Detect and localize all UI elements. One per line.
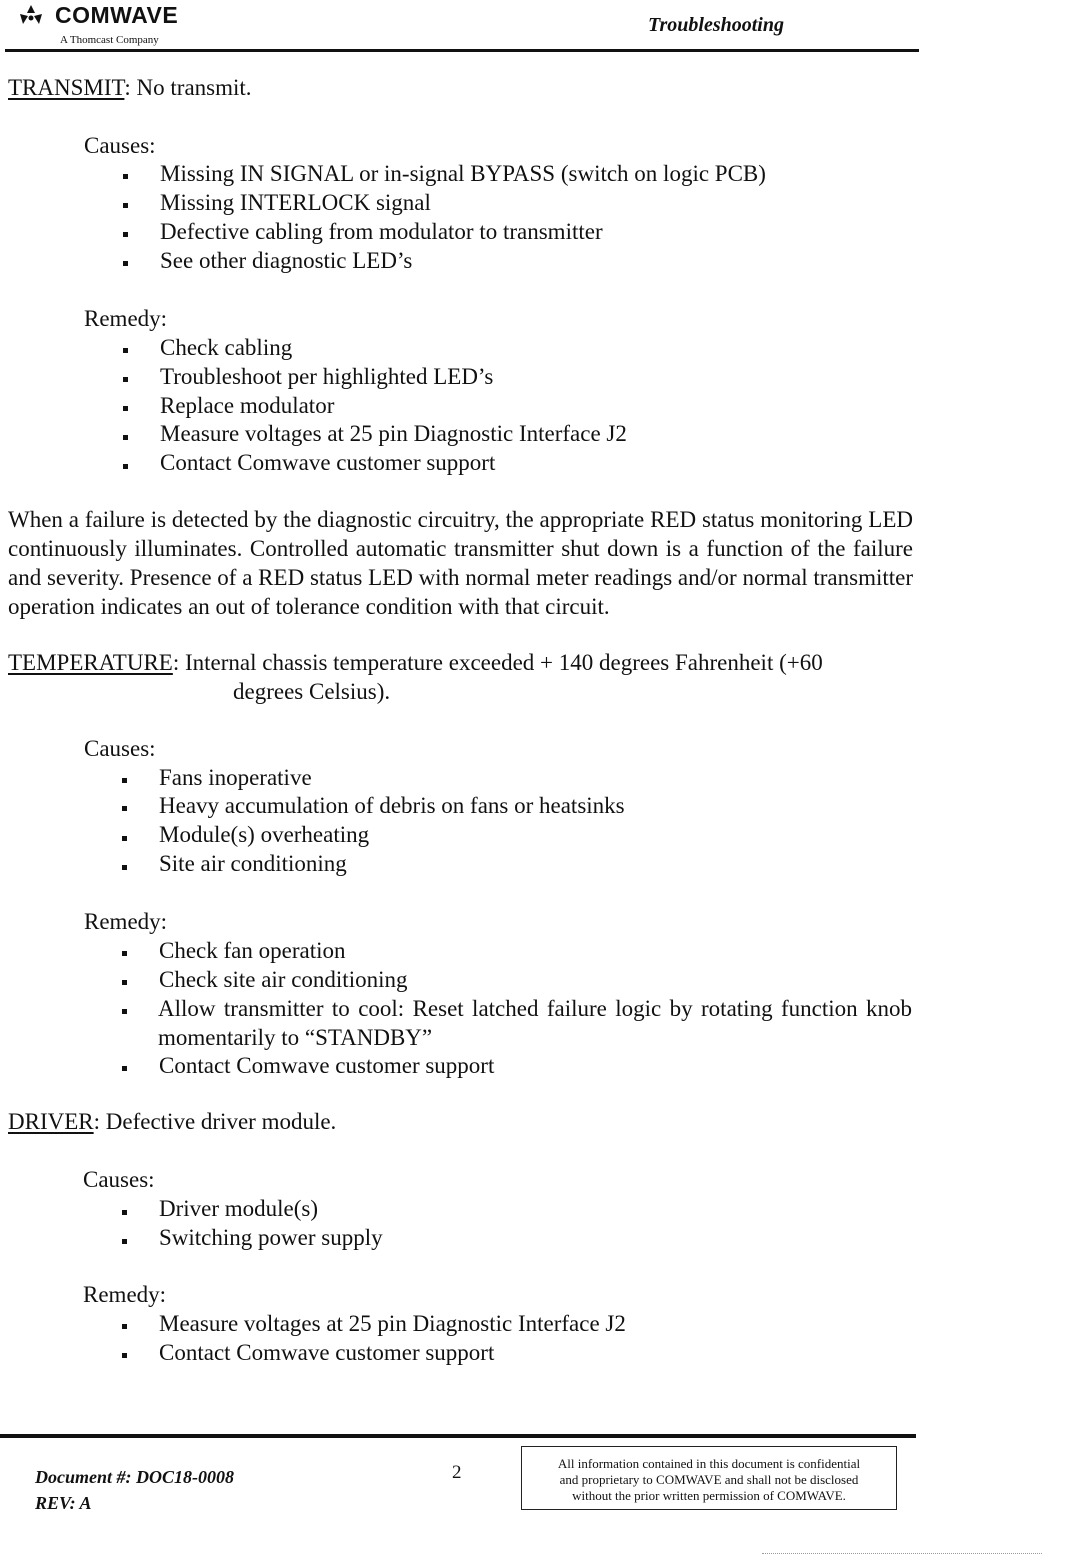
bullet-icon [122,865,127,870]
temperature-cause-item: Heavy accumulation of debris on fans or heatsinks [159,793,625,818]
transmit-cause-item: Missing INTERLOCK signal [160,190,431,215]
document-info [35,1464,234,1516]
bullet-icon [122,1066,127,1071]
header-divider [5,49,919,52]
temperature-remedy-item: Check site air conditioning [159,967,408,992]
transmit-remedy-item: Contact Comwave customer support [160,450,496,475]
driver-remedy-label: Remedy: [83,1282,167,1307]
bullet-icon [122,778,127,783]
bullet-icon [122,1009,127,1014]
temperature-description: : Internal chassis temperature exceeded + 140 degrees Fahrenheit (+60 [172,650,823,675]
temperature-cause-item: Site air conditioning [159,851,347,876]
driver-cause-item: Switching power supply [159,1225,383,1250]
transmit-remedy-item: Measure voltages at 25 pin Diagnostic Interface J2 [160,421,627,446]
driver-remedy-item: Contact Comwave customer support [159,1340,495,1365]
temperature-cause-item: Module(s) overheating [159,822,370,847]
confidential-line: without the prior written permission of COMWAVE. [572,1488,846,1503]
transmit-cause-item: Defective cabling from modulator to transmitter [160,219,603,244]
driver-description: : Defective driver module. [93,1109,337,1134]
temperature-remedy-label: Remedy: [84,909,168,934]
bullet-icon [122,1210,127,1215]
driver-remedy-item: Measure voltages at 25 pin Diagnostic Interface J2 [159,1311,626,1336]
temperature-heading [8,649,823,677]
company-logo-text: COMWAVE [55,2,179,28]
comwave-logo-icon [18,4,44,26]
transmit-heading [8,74,252,102]
driver-causes-label: Causes: [83,1167,155,1192]
transmit-remedy-item: Troubleshoot per highlighted LED’s [160,364,494,389]
transmit-cause-item: Missing IN SIGNAL or in-signal BYPASS (switch on logic PCB) [160,161,766,186]
temperature-remedy-item: Contact Comwave customer support [159,1053,495,1078]
company-tagline: A Thomcast Company [60,34,159,46]
page-number: 2 [452,1462,462,1483]
bullet-icon [123,174,128,179]
bullet-icon [123,435,128,440]
bullet-icon [123,464,128,469]
bullet-icon [123,203,128,208]
bullet-icon [122,1324,127,1329]
bullet-icon [123,377,128,382]
revision: REV: A [35,1493,92,1513]
transmit-description: : No transmit. [124,75,252,100]
temperature-causes-label: Causes: [84,736,156,761]
confidentiality-notice [521,1446,897,1510]
footer-divider [0,1434,916,1438]
page-header-title: Troubleshooting [648,14,784,36]
bullet-icon [123,348,128,353]
bullet-icon [122,1239,127,1244]
bullet-icon [122,951,127,956]
transmit-label: TRANSMIT [8,75,125,100]
diagnostic-paragraph: When a failure is detected by the diagnostic circuitry, the appropriate RED status monitoring LED continuously illuminates. Controlled automatic transmitter shut down is a function of the failure and severity. Presence of a RED status LED with normal meter readings and/or normal transmitter operation indicates an out of tolerance condition with that circuit. [8,507,913,619]
bullet-icon [122,806,127,811]
bullet-icon [122,1353,127,1358]
driver-label: DRIVER [8,1109,94,1134]
temperature-remedy-item: Allow transmitter to cool: Reset latched failure logic by rotating function knob momentarily to “STANDBY” [158,996,912,1050]
bullet-icon [123,406,128,411]
transmit-remedy-item: Replace modulator [160,393,335,418]
confidential-line: All information contained in this document is confidential [557,1456,861,1471]
transmit-remedy-label: Remedy: [84,306,168,331]
document-number: Document #: DOC18-0008 [35,1467,234,1487]
temperature-cause-item: Fans inoperative [159,765,312,790]
bullet-icon [123,261,128,266]
driver-cause-item: Driver module(s) [159,1196,319,1221]
driver-heading [8,1108,336,1136]
bullet-icon [123,232,128,237]
scan-artifact [762,1553,1042,1554]
temperature-description-cont: degrees Celsius). [233,679,391,704]
temperature-remedy-item: Check fan operation [159,938,346,963]
bullet-icon [122,836,127,841]
transmit-causes-label: Causes: [84,133,156,158]
confidential-line: and proprietary to COMWAVE and shall not be disclosed [559,1472,859,1487]
transmit-cause-item: See other diagnostic LED’s [160,248,413,273]
temperature-label: TEMPERATURE [8,650,173,675]
bullet-icon [122,980,127,985]
transmit-remedy-item: Check cabling [160,335,293,360]
